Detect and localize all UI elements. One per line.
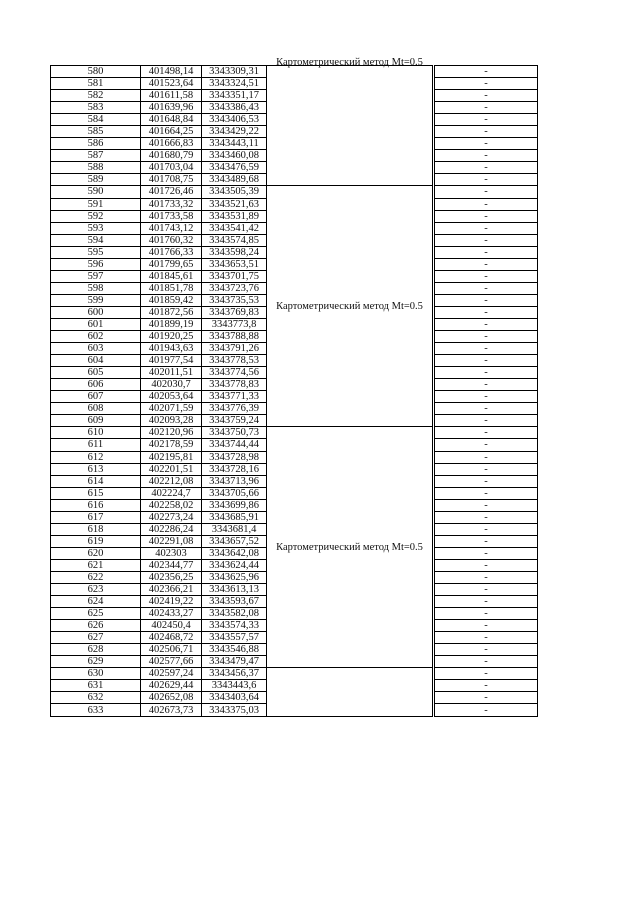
x-coordinate-cell: 402286,24 — [141, 523, 202, 535]
error-cell: - — [435, 439, 538, 451]
error-cell: - — [435, 656, 538, 668]
y-coordinate-cell: 3343750,73 — [202, 427, 267, 439]
point-number-cell: 586 — [51, 138, 141, 150]
error-cell: - — [435, 150, 538, 162]
x-coordinate-cell: 401523,64 — [141, 78, 202, 90]
point-number-cell: 610 — [51, 427, 141, 439]
x-coordinate-cell: 401977,54 — [141, 355, 202, 367]
x-coordinate-cell: 402344,77 — [141, 559, 202, 571]
y-coordinate-cell: 3343759,24 — [202, 415, 267, 427]
error-cell: - — [435, 126, 538, 138]
y-coordinate-cell: 3343598,24 — [202, 246, 267, 258]
point-number-cell: 627 — [51, 632, 141, 644]
y-coordinate-cell: 3343771,33 — [202, 391, 267, 403]
point-number-cell: 603 — [51, 343, 141, 355]
point-number-cell: 622 — [51, 571, 141, 583]
error-cell: - — [435, 547, 538, 559]
method-cell — [267, 427, 433, 668]
y-coordinate-cell: 3343728,16 — [202, 463, 267, 475]
x-coordinate-cell: 402366,21 — [141, 584, 202, 596]
y-coordinate-cell: 3343769,83 — [202, 306, 267, 318]
y-coordinate-cell: 3343460,08 — [202, 150, 267, 162]
point-number-cell: 619 — [51, 535, 141, 547]
error-cell: - — [435, 475, 538, 487]
point-number-cell: 602 — [51, 331, 141, 343]
x-coordinate-cell: 402071,59 — [141, 403, 202, 415]
y-coordinate-cell: 3343744,44 — [202, 439, 267, 451]
error-cell: - — [435, 584, 538, 596]
error-cell: - — [435, 427, 538, 439]
x-coordinate-cell: 401733,58 — [141, 210, 202, 222]
error-cell: - — [435, 174, 538, 186]
x-coordinate-cell: 401498,14 — [141, 66, 202, 78]
x-coordinate-cell: 401943,63 — [141, 343, 202, 355]
error-cell: - — [435, 523, 538, 535]
x-coordinate-cell: 401766,33 — [141, 246, 202, 258]
x-coordinate-cell: 401845,61 — [141, 270, 202, 282]
method-cell — [267, 57, 433, 186]
x-coordinate-cell: 401726,46 — [141, 186, 202, 198]
point-number-cell: 630 — [51, 668, 141, 680]
point-number-cell: 623 — [51, 584, 141, 596]
error-cell: - — [435, 186, 538, 198]
y-coordinate-cell: 3343701,75 — [202, 270, 267, 282]
error-cell: - — [435, 391, 538, 403]
method-cell — [267, 186, 433, 427]
error-cell: - — [435, 571, 538, 583]
y-coordinate-cell: 3343582,08 — [202, 608, 267, 620]
error-cell: - — [435, 511, 538, 523]
y-coordinate-cell: 3343351,17 — [202, 90, 267, 102]
y-coordinate-cell: 3343324,51 — [202, 78, 267, 90]
error-cell: - — [435, 246, 538, 258]
y-coordinate-cell: 3343557,57 — [202, 632, 267, 644]
x-coordinate-cell: 401703,04 — [141, 162, 202, 174]
table-row — [51, 66, 538, 78]
x-coordinate-cell: 401611,58 — [141, 90, 202, 102]
x-coordinate-cell: 402224,7 — [141, 487, 202, 499]
x-coordinate-cell: 402291,08 — [141, 535, 202, 547]
point-number-cell: 618 — [51, 523, 141, 535]
method-label: Картометрический метод Mt=0.5 — [276, 541, 423, 553]
y-coordinate-cell: 3343593,67 — [202, 596, 267, 608]
y-coordinate-cell: 3343531,89 — [202, 210, 267, 222]
point-number-cell: 598 — [51, 282, 141, 294]
y-coordinate-cell: 3343773,8 — [202, 318, 267, 330]
point-number-cell: 621 — [51, 559, 141, 571]
error-cell: - — [435, 306, 538, 318]
point-number-cell: 631 — [51, 680, 141, 692]
error-cell: - — [435, 451, 538, 463]
error-cell: - — [435, 596, 538, 608]
error-cell: - — [435, 162, 538, 174]
y-coordinate-cell: 3343456,37 — [202, 668, 267, 680]
y-coordinate-cell: 3343657,52 — [202, 535, 267, 547]
method-cell — [267, 668, 433, 716]
point-number-cell: 587 — [51, 150, 141, 162]
y-coordinate-cell: 3343386,43 — [202, 102, 267, 114]
y-coordinate-cell: 3343685,91 — [202, 511, 267, 523]
x-coordinate-cell: 402597,24 — [141, 668, 202, 680]
x-coordinate-cell: 401859,42 — [141, 294, 202, 306]
y-coordinate-cell: 3343429,22 — [202, 126, 267, 138]
point-number-cell: 591 — [51, 198, 141, 210]
error-cell: - — [435, 114, 538, 126]
x-coordinate-cell: 401872,56 — [141, 306, 202, 318]
error-cell: - — [435, 90, 538, 102]
y-coordinate-cell: 3343681,4 — [202, 523, 267, 535]
error-cell: - — [435, 463, 538, 475]
point-number-cell: 626 — [51, 620, 141, 632]
error-cell: - — [435, 294, 538, 306]
point-number-cell: 592 — [51, 210, 141, 222]
y-coordinate-cell: 3343728,98 — [202, 451, 267, 463]
error-cell: - — [435, 379, 538, 391]
x-coordinate-cell: 402506,71 — [141, 644, 202, 656]
y-coordinate-cell: 3343443,6 — [202, 680, 267, 692]
x-coordinate-cell: 401899,19 — [141, 318, 202, 330]
error-cell: - — [435, 210, 538, 222]
y-coordinate-cell: 3343541,42 — [202, 222, 267, 234]
point-number-cell: 616 — [51, 499, 141, 511]
error-cell: - — [435, 343, 538, 355]
y-coordinate-cell: 3343778,53 — [202, 355, 267, 367]
point-number-cell: 597 — [51, 270, 141, 282]
point-number-cell: 620 — [51, 547, 141, 559]
point-number-cell: 589 — [51, 174, 141, 186]
x-coordinate-cell: 402273,24 — [141, 511, 202, 523]
x-coordinate-cell: 402303 — [141, 547, 202, 559]
y-coordinate-cell: 3343403,64 — [202, 692, 267, 704]
y-coordinate-cell: 3343778,83 — [202, 379, 267, 391]
error-cell: - — [435, 644, 538, 656]
y-coordinate-cell: 3343625,96 — [202, 571, 267, 583]
y-coordinate-cell: 3343776,39 — [202, 403, 267, 415]
x-coordinate-cell: 401666,83 — [141, 138, 202, 150]
error-cell: - — [435, 499, 538, 511]
point-number-cell: 617 — [51, 511, 141, 523]
point-number-cell: 625 — [51, 608, 141, 620]
error-cell: - — [435, 608, 538, 620]
x-coordinate-cell: 402178,59 — [141, 439, 202, 451]
point-number-cell: 611 — [51, 439, 141, 451]
table-row — [51, 186, 538, 198]
point-number-cell: 584 — [51, 114, 141, 126]
error-cell: - — [435, 403, 538, 415]
x-coordinate-cell: 401799,65 — [141, 258, 202, 270]
x-coordinate-cell: 401708,75 — [141, 174, 202, 186]
point-number-cell: 580 — [51, 66, 141, 78]
table-row — [51, 427, 538, 439]
y-coordinate-cell: 3343574,85 — [202, 234, 267, 246]
point-number-cell: 605 — [51, 367, 141, 379]
point-number-cell: 599 — [51, 294, 141, 306]
x-coordinate-cell: 402011,51 — [141, 367, 202, 379]
y-coordinate-cell: 3343713,96 — [202, 475, 267, 487]
error-cell: - — [435, 270, 538, 282]
error-cell: - — [435, 668, 538, 680]
x-coordinate-cell: 402450,4 — [141, 620, 202, 632]
point-number-cell: 607 — [51, 391, 141, 403]
y-coordinate-cell: 3343774,56 — [202, 367, 267, 379]
point-number-cell: 596 — [51, 258, 141, 270]
point-number-cell: 606 — [51, 379, 141, 391]
y-coordinate-cell: 3343479,47 — [202, 656, 267, 668]
point-number-cell: 595 — [51, 246, 141, 258]
y-coordinate-cell: 3343723,76 — [202, 282, 267, 294]
y-coordinate-cell: 3343613,13 — [202, 584, 267, 596]
point-number-cell: 632 — [51, 692, 141, 704]
x-coordinate-cell: 402419,22 — [141, 596, 202, 608]
x-coordinate-cell: 402673,73 — [141, 704, 202, 716]
point-number-cell: 633 — [51, 704, 141, 716]
x-coordinate-cell: 401760,32 — [141, 234, 202, 246]
y-coordinate-cell: 3343375,03 — [202, 704, 267, 716]
y-coordinate-cell: 3343624,44 — [202, 559, 267, 571]
y-coordinate-cell: 3343788,88 — [202, 331, 267, 343]
point-number-cell: 593 — [51, 222, 141, 234]
point-number-cell: 604 — [51, 355, 141, 367]
point-number-cell: 612 — [51, 451, 141, 463]
x-coordinate-cell: 402093,28 — [141, 415, 202, 427]
x-coordinate-cell: 401733,32 — [141, 198, 202, 210]
point-number-cell: 609 — [51, 415, 141, 427]
method-label: Картометрический метод Mt=0.5 — [276, 300, 423, 312]
y-coordinate-cell: 3343705,66 — [202, 487, 267, 499]
point-number-cell: 585 — [51, 126, 141, 138]
error-cell: - — [435, 234, 538, 246]
x-coordinate-cell: 402577,66 — [141, 656, 202, 668]
error-cell: - — [435, 620, 538, 632]
y-coordinate-cell: 3343476,59 — [202, 162, 267, 174]
point-number-cell: 594 — [51, 234, 141, 246]
y-coordinate-cell: 3343642,08 — [202, 547, 267, 559]
x-coordinate-cell: 402433,27 — [141, 608, 202, 620]
y-coordinate-cell: 3343406,53 — [202, 114, 267, 126]
x-coordinate-cell: 402053,64 — [141, 391, 202, 403]
x-coordinate-cell: 401743,12 — [141, 222, 202, 234]
y-coordinate-cell: 3343521,63 — [202, 198, 267, 210]
x-coordinate-cell: 401648,84 — [141, 114, 202, 126]
point-number-cell: 582 — [51, 90, 141, 102]
error-cell: - — [435, 78, 538, 90]
y-coordinate-cell: 3343489,68 — [202, 174, 267, 186]
point-number-cell: 581 — [51, 78, 141, 90]
y-coordinate-cell: 3343653,51 — [202, 258, 267, 270]
error-cell: - — [435, 535, 538, 547]
x-coordinate-cell: 401639,96 — [141, 102, 202, 114]
point-number-cell: 613 — [51, 463, 141, 475]
method-label: Картометрический метод Mt=0.5 — [276, 57, 423, 68]
error-cell: - — [435, 258, 538, 270]
error-cell: - — [435, 559, 538, 571]
error-cell: - — [435, 692, 538, 704]
x-coordinate-cell: 402652,08 — [141, 692, 202, 704]
error-cell: - — [435, 632, 538, 644]
x-coordinate-cell: 402629,44 — [141, 680, 202, 692]
y-coordinate-cell: 3343791,26 — [202, 343, 267, 355]
point-number-cell: 614 — [51, 475, 141, 487]
error-cell: - — [435, 198, 538, 210]
coordinates-table — [50, 57, 538, 717]
table-row — [51, 668, 538, 680]
y-coordinate-cell: 3343505,39 — [202, 186, 267, 198]
point-number-cell: 608 — [51, 403, 141, 415]
error-cell: - — [435, 415, 538, 427]
point-number-cell: 628 — [51, 644, 141, 656]
y-coordinate-cell: 3343574,33 — [202, 620, 267, 632]
error-cell: - — [435, 704, 538, 716]
error-cell: - — [435, 66, 538, 78]
x-coordinate-cell: 401851,78 — [141, 282, 202, 294]
point-number-cell: 590 — [51, 186, 141, 198]
error-cell: - — [435, 138, 538, 150]
x-coordinate-cell: 402212,08 — [141, 475, 202, 487]
error-cell: - — [435, 487, 538, 499]
y-coordinate-cell: 3343309,31 — [202, 66, 267, 78]
error-cell: - — [435, 318, 538, 330]
x-coordinate-cell: 402120,96 — [141, 427, 202, 439]
error-cell: - — [435, 282, 538, 294]
y-coordinate-cell: 3343443,11 — [202, 138, 267, 150]
x-coordinate-cell: 402201,51 — [141, 463, 202, 475]
error-cell: - — [435, 102, 538, 114]
x-coordinate-cell: 402258,02 — [141, 499, 202, 511]
error-cell: - — [435, 331, 538, 343]
error-cell: - — [435, 367, 538, 379]
error-cell: - — [435, 355, 538, 367]
point-number-cell: 624 — [51, 596, 141, 608]
point-number-cell: 600 — [51, 306, 141, 318]
point-number-cell: 601 — [51, 318, 141, 330]
error-cell: - — [435, 222, 538, 234]
x-coordinate-cell: 401920,25 — [141, 331, 202, 343]
y-coordinate-cell: 3343699,86 — [202, 499, 267, 511]
x-coordinate-cell: 402356,25 — [141, 571, 202, 583]
point-number-cell: 615 — [51, 487, 141, 499]
x-coordinate-cell: 402468,72 — [141, 632, 202, 644]
coordinates-table-body — [51, 57, 538, 717]
y-coordinate-cell: 3343546,88 — [202, 644, 267, 656]
x-coordinate-cell: 402195,81 — [141, 451, 202, 463]
point-number-cell: 588 — [51, 162, 141, 174]
error-cell: - — [435, 680, 538, 692]
x-coordinate-cell: 402030,7 — [141, 379, 202, 391]
y-coordinate-cell: 3343735,53 — [202, 294, 267, 306]
x-coordinate-cell: 401664,25 — [141, 126, 202, 138]
x-coordinate-cell: 401680,79 — [141, 150, 202, 162]
point-number-cell: 583 — [51, 102, 141, 114]
point-number-cell: 629 — [51, 656, 141, 668]
